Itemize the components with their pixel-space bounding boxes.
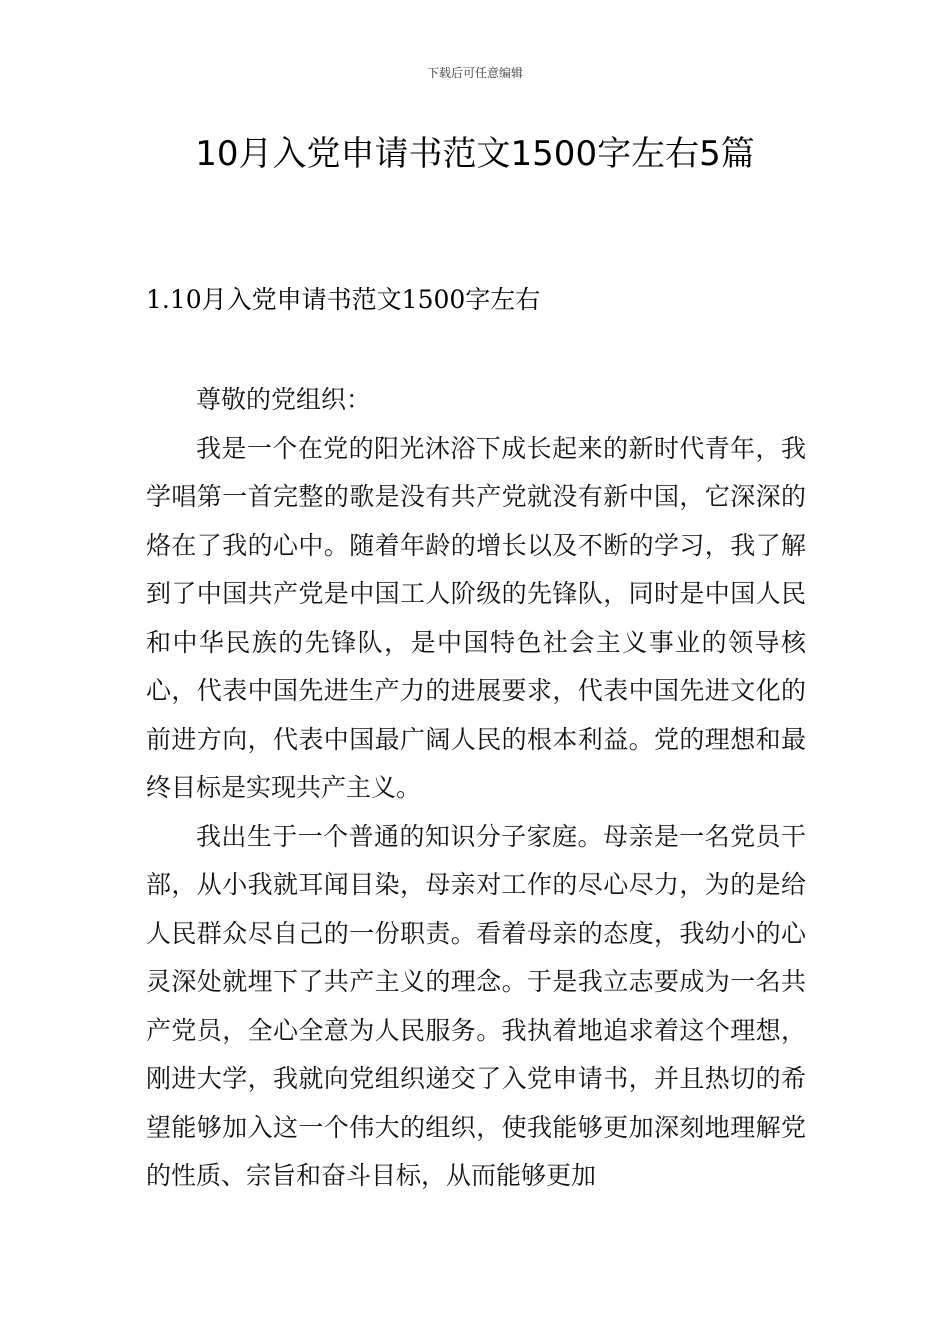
salutation: 尊敬的党组织：	[196, 385, 372, 414]
section-heading: 1.10月入党申请书范文1500字左右	[146, 285, 541, 314]
paragraph-2: 我出生于一个普通的知识分子家庭。母亲是一名党员干部，从小我就耳闻目染，母亲对工作的尽心尽力，为的是给人民群众尽自己的一份职责。看着母亲的态度，我幼小的心灵深处就埋下了共产主义的理念。于是我立志要成为一名共产党员，全心全意为人民服务。我执着地追求着这个理想，刚进大学，我就向党组织递交了入党申请书，并且热切的希望能够加入这一个伟大的组织，使我能够更加深刻地理解党的性质、宗旨和奋斗目标，从而能够更加	[146, 821, 806, 1190]
paragraph-1: 我是一个在党的阳光沐浴下成长起来的新时代青年，我学唱第一首完整的歌是没有共产党就没有新中国，它深深的烙在了我的心中。随着年龄的增长以及不断的学习，我了解到了中国共产党是中国工人阶级的先锋队，同时是中国人民和中华民族的先锋队，是中国特色社会主义事业的领导核心，代表中国先进生产力的进展要求，代表中国先进文化的前进方向，代表中国最广阔人民的根本利益。党的理想和最终目标是实现共产主义。	[146, 433, 806, 802]
header-note: 下载后可任意编辑	[426, 66, 523, 80]
body-text	[146, 376, 806, 1201]
document-title: 10月入党申请书范文1500字左右5篇	[195, 134, 755, 174]
